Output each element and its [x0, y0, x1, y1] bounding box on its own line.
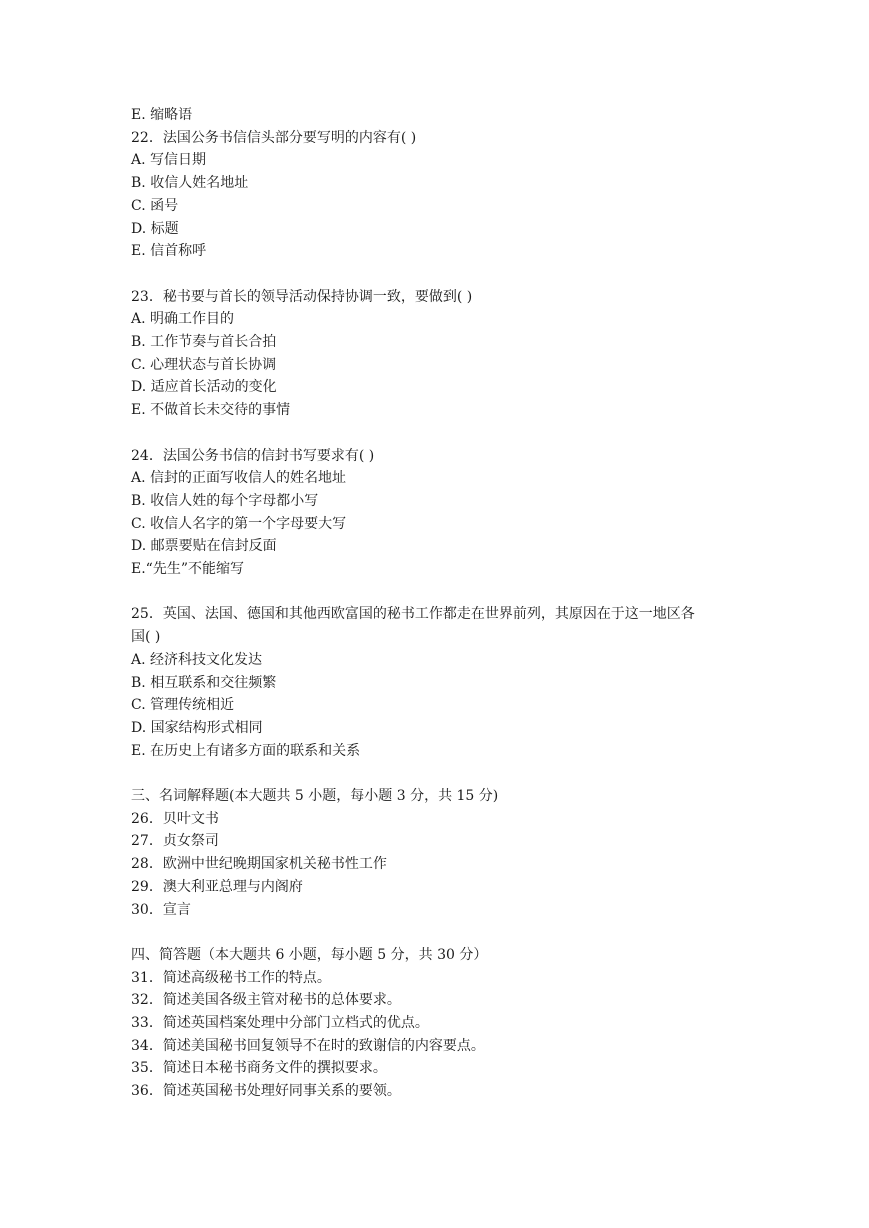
document-page — [131, 104, 771, 1103]
question-22-option-e: E. 信首称呼 — [131, 243, 207, 260]
term-27: 27．贞女祭司 — [131, 833, 219, 850]
option-e-q21: E. 缩略语 — [131, 107, 193, 123]
question-25-option-d: D. 国家结构形式相同 — [131, 719, 263, 736]
question-23-option-b: B. 工作节奏与首长合拍 — [131, 334, 277, 351]
question-24-option-e: E.“先生”不能缩写 — [131, 561, 244, 578]
question-22-stem: 22．法国公务书信信头部分要写明的内容有( ) — [131, 129, 417, 146]
short-answer-34: 34．简述美国秘书回复领导不在时的致谢信的内容要点。 — [131, 1037, 485, 1054]
short-answer-31: 31．简述高级秘书工作的特点。 — [131, 969, 331, 986]
question-23-stem: 23．秘书要与首长的领导活动保持协调一致，要做到( ) — [131, 288, 473, 305]
question-24-option-a: A. 信封的正面写收信人的姓名地址 — [131, 470, 347, 487]
short-answer-36: 36．简述英国秘书处理好同事关系的要领。 — [131, 1083, 401, 1100]
question-24-option-d: D. 邮票要贴在信封反面 — [131, 538, 277, 555]
question-24-option-b: B. 收信人姓的每个字母都小写 — [131, 492, 319, 509]
question-25-stem-line-2: 国( ) — [131, 629, 161, 646]
question-24-option-c: C. 收信人名字的第一个字母要大写 — [131, 515, 347, 532]
question-23-option-a: A. 明确工作目的 — [131, 311, 235, 328]
question-22-option-a: A. 写信日期 — [131, 152, 207, 169]
question-23-option-d: D. 适应首长活动的变化 — [131, 379, 277, 396]
short-answer-35: 35．简述日本秘书商务文件的撰拟要求。 — [131, 1060, 387, 1077]
blank-line — [131, 921, 771, 944]
blank-line — [131, 762, 771, 785]
question-25-stem-line-1: 25．英国、法国、德国和其他西欧富国的秘书工作都走在世界前列，其原因在于这一地区各 — [131, 606, 695, 623]
short-answer-32: 32．简述美国各级主管对秘书的总体要求。 — [131, 992, 401, 1009]
question-25-option-b: B. 相互联系和交往频繁 — [131, 674, 277, 691]
question-25-option-a: A. 经济科技文化发达 — [131, 651, 263, 668]
question-25-option-e: E. 在历史上有诸多方面的联系和关系 — [131, 742, 361, 759]
question-23-option-c: C. 心理状态与首长协调 — [131, 356, 277, 373]
term-26: 26．贝叶文书 — [131, 810, 219, 827]
question-23-option-e: E. 不做首长未交待的事情 — [131, 402, 291, 419]
question-25-option-c: C. 管理传统相近 — [131, 697, 235, 714]
question-22-option-b: B. 收信人姓名地址 — [131, 175, 249, 192]
question-22-option-d: D. 标题 — [131, 220, 179, 237]
question-22-option-c: C. 函号 — [131, 197, 179, 214]
term-30: 30．宣言 — [131, 901, 191, 918]
term-28: 28．欧洲中世纪晚期国家机关秘书性工作 — [131, 856, 387, 873]
section-3-heading: 三、名词解释题(本大题共 5 小题，每小题 3 分，共 15 分) — [131, 788, 499, 805]
blank-line — [131, 422, 771, 445]
question-24-stem: 24．法国公务书信的信封书写要求有( ) — [131, 447, 375, 464]
blank-line — [131, 263, 771, 286]
blank-line — [131, 581, 771, 604]
section-4-heading: 四、简答题（本大题共 6 小题，每小题 5 分，共 30 分） — [131, 946, 488, 963]
term-29: 29．澳大利亚总理与内阁府 — [131, 878, 303, 895]
short-answer-33: 33．简述英国档案处理中分部门立档式的优点。 — [131, 1015, 429, 1032]
